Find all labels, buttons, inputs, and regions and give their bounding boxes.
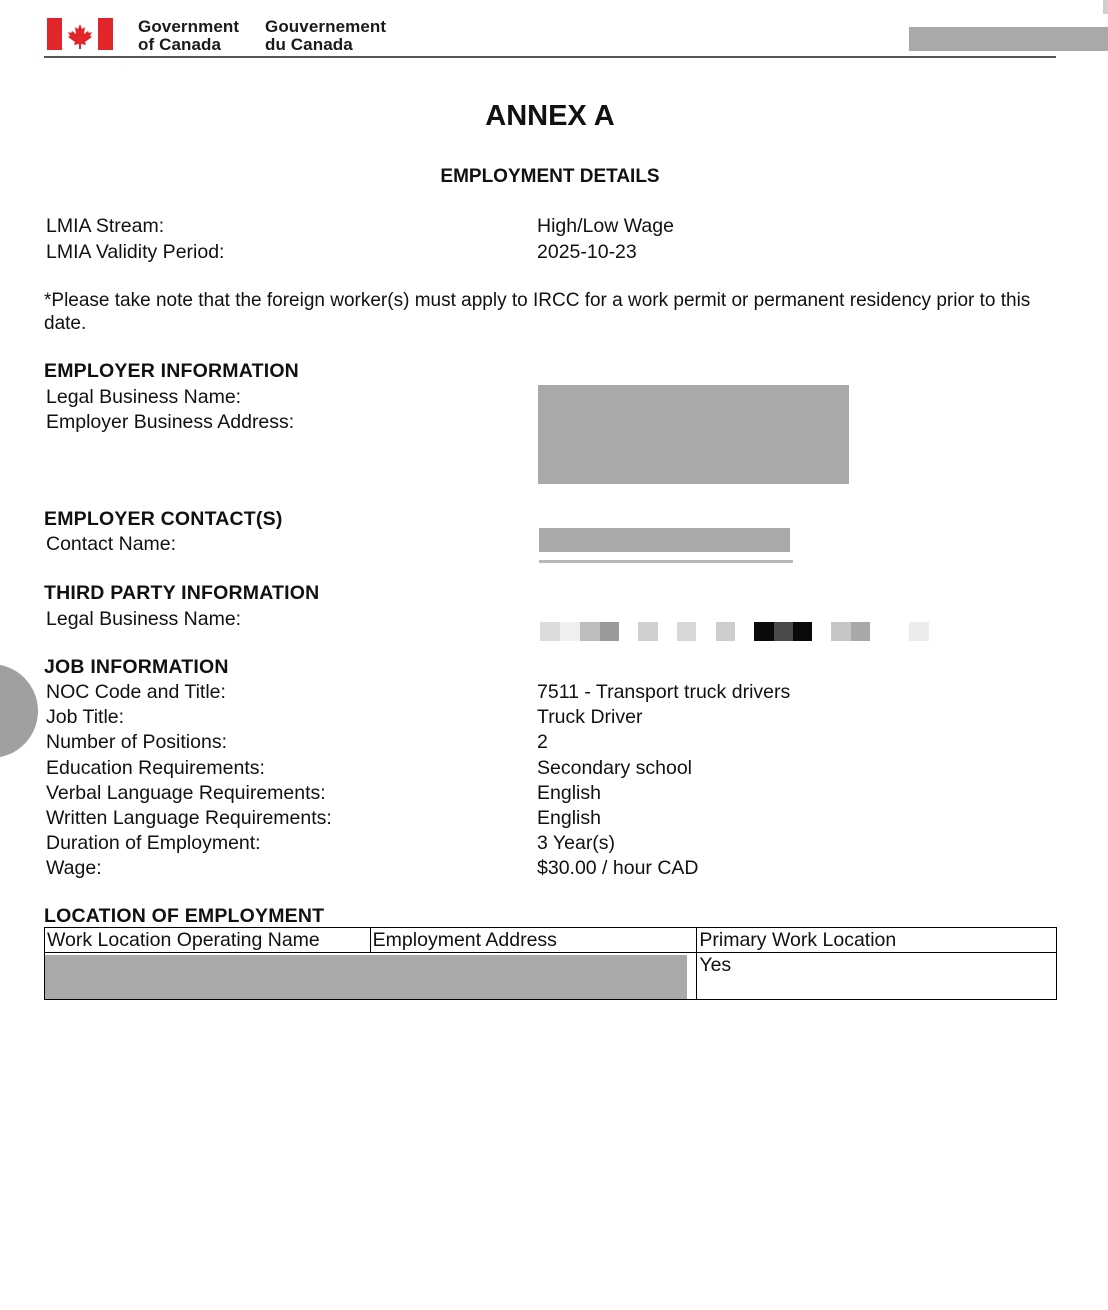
gov-en-line1: Government [138,17,240,36]
table-row [45,953,1057,1000]
primary-location-cell: Yes [697,953,1057,1000]
page-title: ANNEX A [485,100,615,132]
redaction-employer [538,385,849,484]
lmia-validity-label: LMIA Validity Period: [46,241,225,263]
third-party-legal-name-label: Legal Business Name: [46,608,242,630]
floating-overlay-button[interactable] [0,664,38,758]
job-row-value: Truck Driver [537,706,643,728]
job-row-value: $30.00 / hour CAD [537,857,699,879]
redaction-header [909,27,1108,51]
job-row-value: 2 [537,731,548,753]
redaction-contact-underline [539,560,793,563]
location-heading: LOCATION OF EMPLOYMENT [44,905,325,927]
redaction-contact [539,528,790,552]
job-row-label: Wage: [46,857,102,879]
col-header-operating-name: Work Location Operating Name [45,928,371,953]
job-info-heading: JOB INFORMATION [44,656,229,678]
job-row-label: Number of Positions: [46,731,227,753]
job-row-label: NOC Code and Title: [46,681,226,703]
employer-info-heading: EMPLOYER INFORMATION [44,360,299,382]
job-row-value: 7511 - Transport truck drivers [537,681,791,703]
canada-flag-icon [47,18,113,50]
gov-fr-line2: du Canada [265,35,353,54]
table-header-row [45,928,1057,953]
gov-fr-line1: Gouvernement [265,17,387,36]
employer-address-label: Employer Business Address: [46,411,295,433]
job-row-value: English [537,807,601,829]
job-row-value: English [537,782,601,804]
gov-en-line2: of Canada [138,35,222,54]
job-row-value: 3 Year(s) [537,832,616,854]
lmia-stream-value: High/Low Wage [537,215,674,237]
job-row-label: Education Requirements: [46,757,265,779]
edge-mark [1103,0,1108,14]
job-row-label: Job Title: [46,706,125,728]
ircc-note: *Please take note that the foreign worker(s) must apply to IRCC for a work permit or permanent residency prior to this date. [44,290,1031,334]
job-row-label: Written Language Requirements: [46,807,332,829]
job-row-value: Secondary school [537,757,693,779]
redaction-location [45,955,687,999]
employer-contacts-heading: EMPLOYER CONTACT(S) [44,508,283,530]
redacted-location-cells [45,953,697,1000]
employer-legal-name-label: Legal Business Name: [46,386,242,408]
job-row-label: Verbal Language Requirements: [46,782,326,804]
location-table [44,927,1057,1000]
third-party-heading: THIRD PARTY INFORMATION [44,582,320,604]
col-header-primary-location: Primary Work Location [697,928,1057,953]
col-header-employment-address: Employment Address [370,928,697,953]
lmia-stream-label: LMIA Stream: [46,215,165,237]
header-rule [44,56,1056,58]
job-row-label: Duration of Employment: [46,832,261,854]
contact-name-label: Contact Name: [46,533,177,555]
page-subtitle: EMPLOYMENT DETAILS [440,166,660,187]
lmia-validity-value: 2025-10-23 [537,241,637,263]
